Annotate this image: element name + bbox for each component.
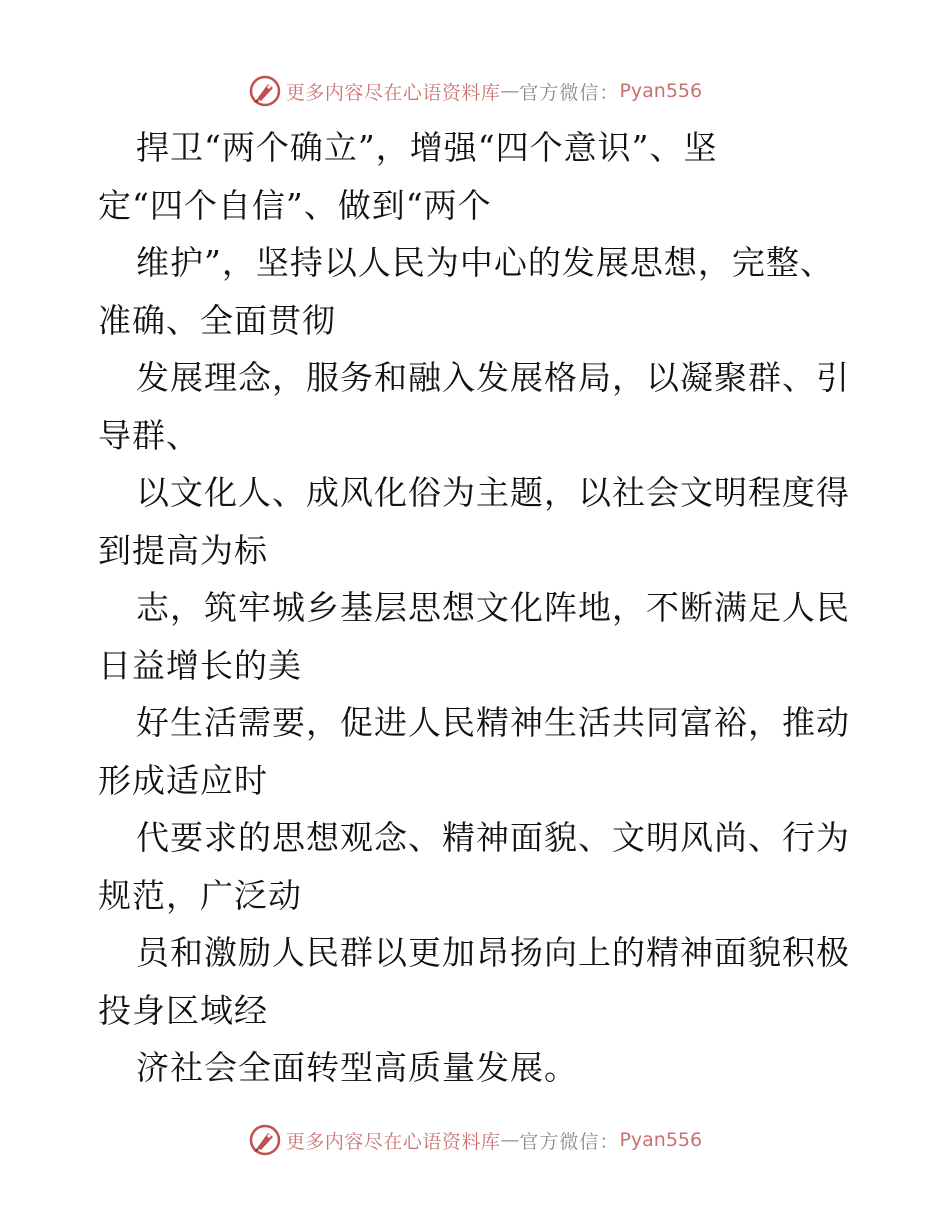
text-line: 好生活需要，促进人民精神生活共同富裕，推动 — [136, 703, 850, 742]
text-line: 到提高为标 — [98, 530, 268, 570]
text-line: 员和激励人民群以更加昂扬向上的精神面貌积极 — [136, 933, 850, 972]
text-line: 代要求的思想观念、精神面貌、文明风尚、行为 — [136, 818, 850, 857]
text-line: 定“四个自信”、做到“两个 — [98, 185, 492, 225]
watermark-separator: — — [500, 1129, 520, 1151]
text-line: 志，筑牢城乡基层思想文化阵地，不断满足人民 — [136, 588, 850, 627]
watermark-separator: — — [500, 80, 520, 102]
pen-nib-logo-icon — [248, 1123, 282, 1157]
wechat-label: 官方微信： — [519, 1130, 620, 1153]
watermark-text: 更多内容尽在心语资料库 — [285, 1130, 501, 1153]
wechat-label: 官方微信： — [519, 81, 620, 104]
text-line: 日益增长的美 — [98, 645, 302, 685]
text-line: 捍卫“两个确立”，增强“四个意识”、坚 — [136, 128, 718, 167]
text-line: 规范，广泛动 — [98, 875, 302, 915]
watermark-text: 更多内容尽在心语资料库 — [285, 81, 501, 104]
pen-nib-logo-icon — [248, 74, 282, 108]
text-line: 以文化人、成风化俗为主题，以社会文明程度得 — [136, 473, 850, 512]
header-watermark — [0, 71, 950, 111]
text-line: 形成适应时 — [98, 760, 268, 800]
wechat-id: Pyan556 — [619, 1129, 703, 1151]
text-line: 投身区域经 — [98, 990, 268, 1030]
text-line: 导群、 — [98, 415, 200, 455]
text-line: 维护”，坚持以人民为中心的发展思想，完整、 — [136, 243, 834, 282]
document-body — [98, 119, 858, 1097]
wechat-id: Pyan556 — [619, 80, 703, 102]
text-line: 发展理念，服务和融入发展格局，以凝聚群、引 — [136, 358, 850, 397]
text-line: 济社会全面转型高质量发展。 — [136, 1048, 578, 1087]
footer-watermark — [0, 1120, 950, 1160]
text-line: 准确、全面贯彻 — [98, 300, 336, 340]
